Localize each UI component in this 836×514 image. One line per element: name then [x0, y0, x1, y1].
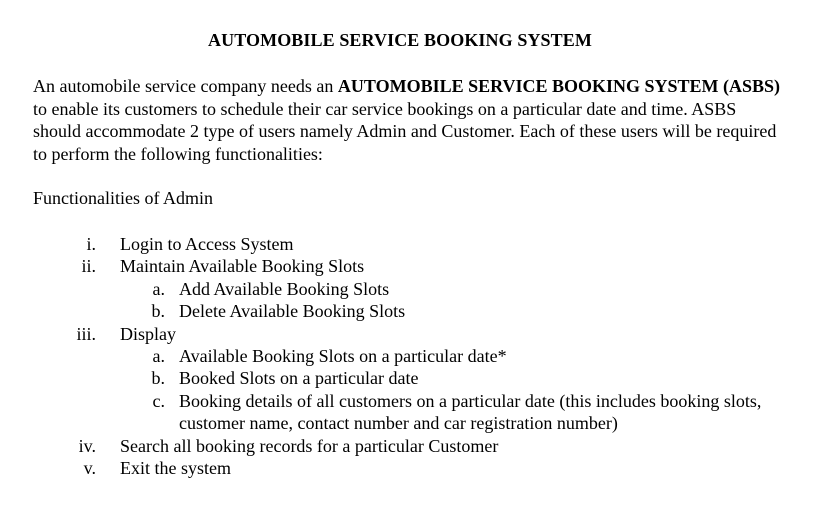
item-number: v.: [83, 457, 96, 478]
intro-text-1: An automobile service company needs an: [33, 76, 338, 96]
list-item: [0, 457, 836, 479]
item-text: Search all booking records for a particular Customer: [120, 435, 499, 456]
sub-item-text: Add Available Booking Slots: [179, 278, 390, 299]
intro-paragraph: [33, 75, 785, 165]
sub-item-letter: a.: [152, 345, 165, 366]
sub-item-letter: c.: [152, 390, 165, 411]
sub-item-letter: b.: [151, 301, 165, 322]
intro-text-3: to enable its customers to schedule their car service bookings on a particular date and time. ASBS should accommodate 2 type of users namely Admin and Customer. Each of these users will be required to perform the following functionalities:: [33, 98, 777, 164]
functionality-list: [0, 233, 836, 479]
sub-list-item: [0, 300, 836, 322]
item-number: ii.: [81, 256, 96, 277]
item-text: Login to Access System: [120, 234, 294, 254]
intro-bold-acronym: (ASBS): [723, 76, 781, 96]
sub-item-text: Delete Available Booking Slots: [179, 301, 406, 322]
list-item: [0, 323, 836, 345]
document-title: AUTOMOBILE SERVICE BOOKING SYSTEM: [208, 30, 592, 50]
item-number: i.: [86, 234, 96, 254]
item-number: iii.: [76, 323, 96, 344]
item-text: Exit the system: [120, 457, 231, 478]
intro-bold-system-name: AUTOMOBILE SERVICE BOOKING SYSTEM: [337, 76, 719, 96]
list-item: [0, 255, 836, 277]
sub-item-letter: b.: [151, 368, 165, 389]
sub-list-item: [0, 390, 836, 435]
item-text: Maintain Available Booking Slots: [120, 256, 365, 277]
item-text: Display: [120, 323, 176, 344]
list-item: [0, 435, 836, 457]
sub-item-text: Booking details of all customers on a particular date (this includes booking slots, customer name, contact number and car registration number): [179, 390, 762, 434]
item-number: iv.: [78, 435, 96, 456]
sub-item-letter: a.: [152, 278, 165, 299]
list-item: [0, 233, 836, 255]
sub-list-item: [0, 345, 836, 367]
sub-list-item: [0, 278, 836, 300]
sub-list-item: [0, 367, 836, 389]
section-heading: Functionalities of Admin: [33, 188, 213, 208]
sub-item-text: Available Booking Slots on a particular date*: [179, 345, 507, 366]
sub-item-text: Booked Slots on a particular date: [179, 368, 419, 389]
